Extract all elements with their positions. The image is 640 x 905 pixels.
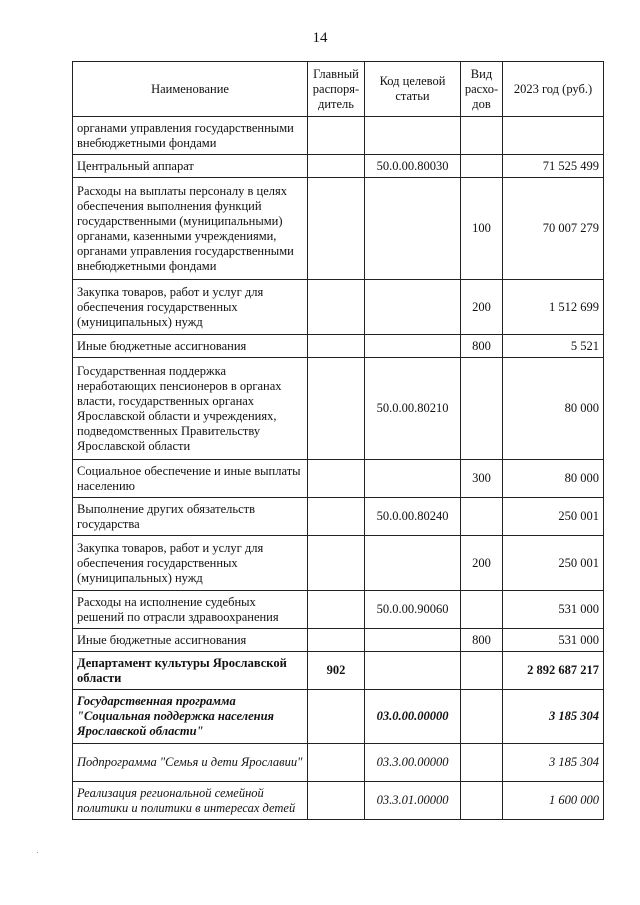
table-row: [73, 335, 604, 358]
table-row: [73, 117, 604, 155]
table-row: [73, 652, 604, 690]
row-main-manager-cell: [308, 280, 365, 335]
row-main-manager-cell: [308, 155, 365, 178]
row-main-manager-cell: [308, 117, 365, 155]
row-main-manager-cell: 902: [308, 652, 365, 690]
row-name-cell: Закупка товаров, работ и услуг для обеспечения государственных (муниципальных) нужд: [73, 280, 308, 335]
row-main-manager-cell: [308, 629, 365, 652]
table-row: [73, 536, 604, 591]
row-amount-cell: 250 001: [503, 536, 604, 591]
table-header-row: [73, 62, 604, 117]
budget-table: [72, 61, 604, 820]
row-name-cell: Центральный аппарат: [73, 155, 308, 178]
row-name-cell: Подпрограмма "Семья и дети Ярославии": [73, 744, 308, 782]
row-amount-cell: 2 892 687 217: [503, 652, 604, 690]
row-expense-type-cell: 800: [461, 335, 503, 358]
row-main-manager-cell: [308, 358, 365, 460]
row-main-manager-cell: [308, 178, 365, 280]
row-main-manager-cell: [308, 744, 365, 782]
row-amount-cell: [503, 117, 604, 155]
row-amount-cell: 80 000: [503, 358, 604, 460]
row-main-manager-cell: [308, 536, 365, 591]
table-row: [73, 178, 604, 280]
row-main-manager-cell: [308, 335, 365, 358]
row-expense-type-cell: [461, 358, 503, 460]
row-expense-type-cell: [461, 155, 503, 178]
row-expense-type-cell: 100: [461, 178, 503, 280]
row-expense-type-cell: [461, 652, 503, 690]
row-expense-type-cell: [461, 744, 503, 782]
row-amount-cell: 3 185 304: [503, 690, 604, 744]
row-target-code-cell: 50.0.00.80030: [365, 155, 461, 178]
row-name-cell: Государственная поддержка неработающих пенсионеров в органах власти, государственных органах Ярославской области и учреждениях, подведомственных Правительству Ярославской области: [73, 358, 308, 460]
row-target-code-cell: 03.3.00.00000: [365, 744, 461, 782]
row-expense-type-cell: 300: [461, 460, 503, 498]
row-main-manager-cell: [308, 498, 365, 536]
scan-dot: [37, 852, 38, 853]
table-row: [73, 782, 604, 820]
header-target-code: Код целевой статьи: [365, 62, 461, 117]
row-expense-type-cell: [461, 782, 503, 820]
row-name-cell: Реализация региональной семейной политики и политики в интересах детей: [73, 782, 308, 820]
row-name-cell: Расходы на выплаты персоналу в целях обеспечения выполнения функций государственными (муниципальными) органами, казенными учреждениями, органами управления государственными внебюджетными фондами: [73, 178, 308, 280]
row-amount-cell: 80 000: [503, 460, 604, 498]
page-number: 14: [312, 30, 328, 46]
row-amount-cell: 3 185 304: [503, 744, 604, 782]
row-target-code-cell: [365, 629, 461, 652]
row-main-manager-cell: [308, 782, 365, 820]
row-amount-cell: 5 521: [503, 335, 604, 358]
row-amount-cell: 1 512 699: [503, 280, 604, 335]
row-expense-type-cell: 200: [461, 280, 503, 335]
table-row: [73, 280, 604, 335]
row-name-cell: Выполнение других обязательств государства: [73, 498, 308, 536]
row-expense-type-cell: 200: [461, 536, 503, 591]
row-name-cell: Департамент культуры Ярославской области: [73, 652, 308, 690]
header-main-manager: Главный распоря-дитель: [308, 62, 365, 117]
table-row: [73, 358, 604, 460]
row-main-manager-cell: [308, 460, 365, 498]
row-name-cell: Иные бюджетные ассигнования: [73, 335, 308, 358]
row-amount-cell: 71 525 499: [503, 155, 604, 178]
row-expense-type-cell: 800: [461, 629, 503, 652]
row-amount-cell: 531 000: [503, 629, 604, 652]
row-target-code-cell: 03.3.01.00000: [365, 782, 461, 820]
row-name-cell: органами управления государственными внебюджетными фондами: [73, 117, 308, 155]
header-amount: 2023 год (руб.): [503, 62, 604, 117]
table-body: [73, 117, 604, 820]
row-target-code-cell: [365, 460, 461, 498]
table-row: [73, 460, 604, 498]
row-target-code-cell: [365, 652, 461, 690]
row-expense-type-cell: [461, 498, 503, 536]
row-target-code-cell: 50.0.00.90060: [365, 591, 461, 629]
table-row: [73, 498, 604, 536]
row-name-cell: Расходы на исполнение судебных решений по отрасли здравоохранения: [73, 591, 308, 629]
row-target-code-cell: [365, 117, 461, 155]
row-main-manager-cell: [308, 690, 365, 744]
row-amount-cell: 70 007 279: [503, 178, 604, 280]
row-name-cell: Социальное обеспечение и иные выплаты населению: [73, 460, 308, 498]
table-row: [73, 155, 604, 178]
row-amount-cell: 1 600 000: [503, 782, 604, 820]
row-expense-type-cell: [461, 690, 503, 744]
row-name-cell: Иные бюджетные ассигнования: [73, 629, 308, 652]
row-target-code-cell: [365, 335, 461, 358]
row-target-code-cell: [365, 536, 461, 591]
row-expense-type-cell: [461, 591, 503, 629]
table-row: [73, 629, 604, 652]
row-amount-cell: 250 001: [503, 498, 604, 536]
row-name-cell: Государственная программа "Социальная поддержка населения Ярославской области": [73, 690, 308, 744]
row-amount-cell: 531 000: [503, 591, 604, 629]
table-row: [73, 690, 604, 744]
row-main-manager-cell: [308, 591, 365, 629]
table-row: [73, 744, 604, 782]
row-target-code-cell: [365, 178, 461, 280]
row-name-cell: Закупка товаров, работ и услуг для обеспечения государственных (муниципальных) нужд: [73, 536, 308, 591]
header-expense-type: Вид расхо-дов: [461, 62, 503, 117]
row-target-code-cell: 50.0.00.80210: [365, 358, 461, 460]
header-name: Наименование: [73, 62, 308, 117]
row-target-code-cell: 50.0.00.80240: [365, 498, 461, 536]
table-row: [73, 591, 604, 629]
row-expense-type-cell: [461, 117, 503, 155]
row-target-code-cell: [365, 280, 461, 335]
row-target-code-cell: 03.0.00.00000: [365, 690, 461, 744]
